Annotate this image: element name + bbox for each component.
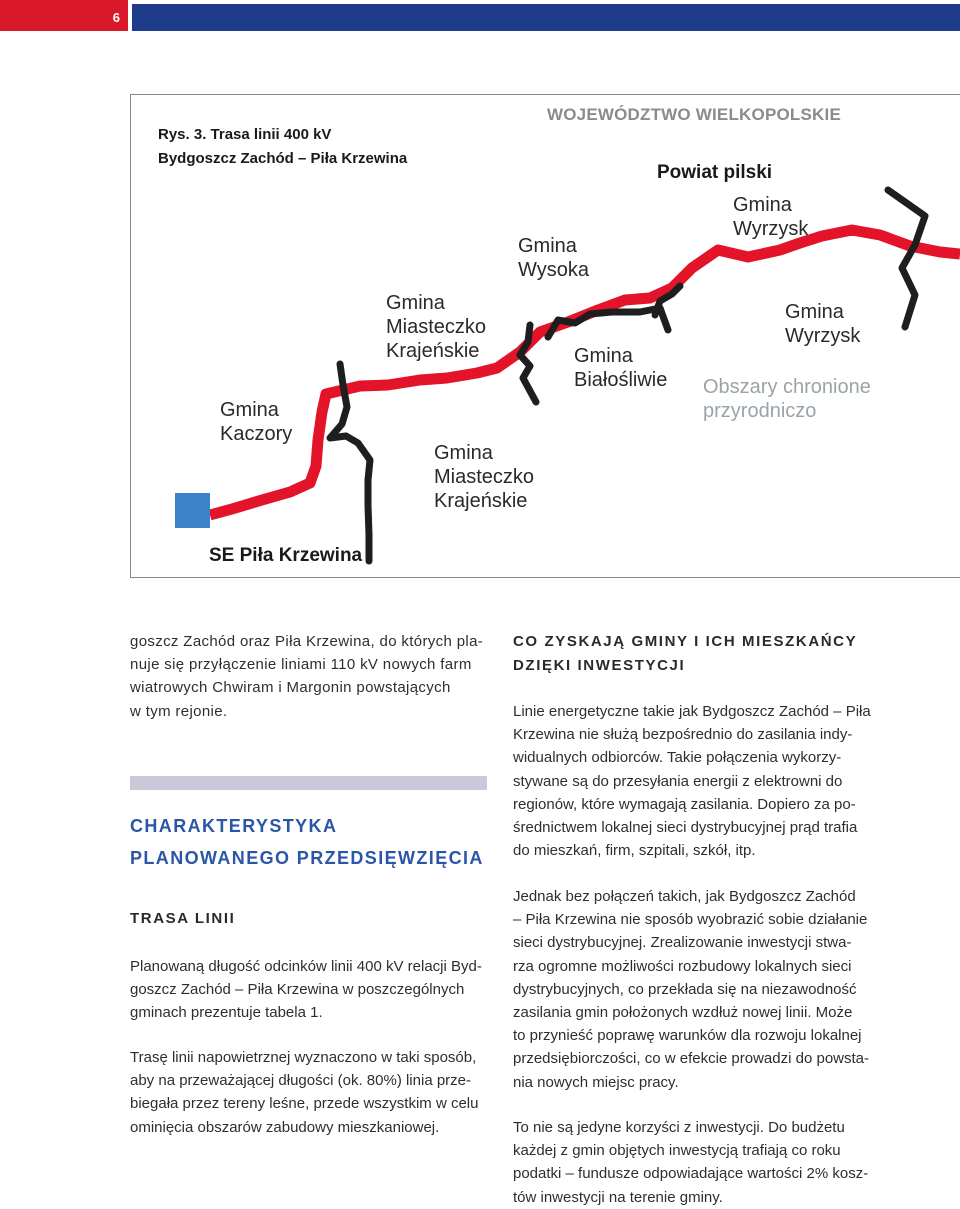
county-label: Powiat pilski — [657, 162, 773, 183]
page-number: 6 — [112, 10, 120, 25]
subheading-route: TRASA LINII — [130, 910, 236, 927]
right-paragraph-2: Jednak bez połączeń takich, jak Bydgoszcz Zachód – Piła Krzewina nie sposób wyobrazić sobie działanie sieci dystrybucyjnej. Zrealizowanie inwestycji stwa- rza ogromne możliwości rozbudowy lokalnych sieci dystrybucyjnych, co przekłada się na niezawodność zasilania gmin położonych wzdłuż nowej linii. Może to przynieść poprawę warunków dla rozwoju lokalnej przedsiębiorczości, co w efekcie prowadzi do powsta- nia nowych miejsc pracy. — [513, 888, 869, 1091]
substation-square — [175, 493, 210, 528]
label-station: SE Piła Krzewina — [209, 545, 363, 566]
section-divider — [130, 776, 487, 790]
figure-caption-line2: Bydgoszcz Zachód – Piła Krzewina — [158, 150, 408, 167]
header-blue-bar — [132, 4, 960, 31]
label-bialosliwie: Gmina Białośliwie — [574, 345, 668, 391]
region-label: WOJEWÓDZTWO WIELKOPOLSKIE — [547, 105, 841, 124]
right-paragraph-1: Linie energetyczne takie jak Bydgoszcz Zachód – Piła Krzewina nie służą bezpośrednio do zasilania indy- widualnych odbiorców. Takie połączenia wykorzy- stywane są do przesyłania energii z elektrowni do regionów, które wymagają zasilania. Dopiero za po- średnictwem lokalnej sieci dystrybucyjnej prąd trafia do mieszkań, firm, szpitali, szkół, itp. — [513, 703, 871, 860]
right-paragraph-3: To nie są jedyne korzyści z inwestycji. Do budżetu każdej z gmin objętych inwestycją trafiają co roku podatki – fundusze odpowiadające wartości 2% kosz- tów inwestycji na terenie gminy. — [513, 1119, 869, 1206]
label-protected-areas: Obszary chronione przyrodniczo — [703, 376, 871, 422]
label-miasteczko-top: Gmina Miasteczko Krajeńskie — [386, 292, 487, 362]
label-wysoka: Gmina Wysoka — [518, 235, 589, 281]
label-wyrzysk-right: Gmina Wyrzysk — [785, 301, 861, 347]
left-intro-paragraph: goszcz Zachód oraz Piła Krzewina, do których pla- nuje się przyłączenie liniami 110 kV nowych farm wiatrowych Chwiram i Margonin powstających w tym rejonie. — [130, 633, 484, 720]
figure-caption-line1: Rys. 3. Trasa linii 400 kV — [158, 126, 332, 143]
left-paragraph-1: Planowaną długość odcinków linii 400 kV relacji Byd- goszcz Zachód – Piła Krzewina w poszczególnych gminach prezentuje tabela 1. — [130, 958, 482, 1022]
label-miasteczko-bottom: Gmina Miasteczko Krajeńskie — [434, 442, 535, 512]
label-wyrzysk-top: Gmina Wyrzysk — [733, 194, 809, 240]
right-heading: CO ZYSKAJĄ GMINY I ICH MIESZKAŃCY DZIĘKI INWESTYCJI — [513, 633, 858, 674]
boundary-3 — [548, 308, 668, 337]
left-paragraph-2: Trasę linii napowietrznej wyznaczono w taki sposób, aby na przeważającej długości (ok. 80%) linia prze- biegała przez tereny leśne, przede wszystkim w celu ominięcia obszarów zabudowy mieszkaniowej. — [130, 1049, 479, 1136]
boundary-5 — [888, 190, 925, 327]
section-heading: CHARAKTERYSTYKA PLANOWANEGO PRZEDSIĘWZIĘCIA — [130, 816, 484, 868]
label-kaczory: Gmina Kaczory — [220, 399, 293, 445]
